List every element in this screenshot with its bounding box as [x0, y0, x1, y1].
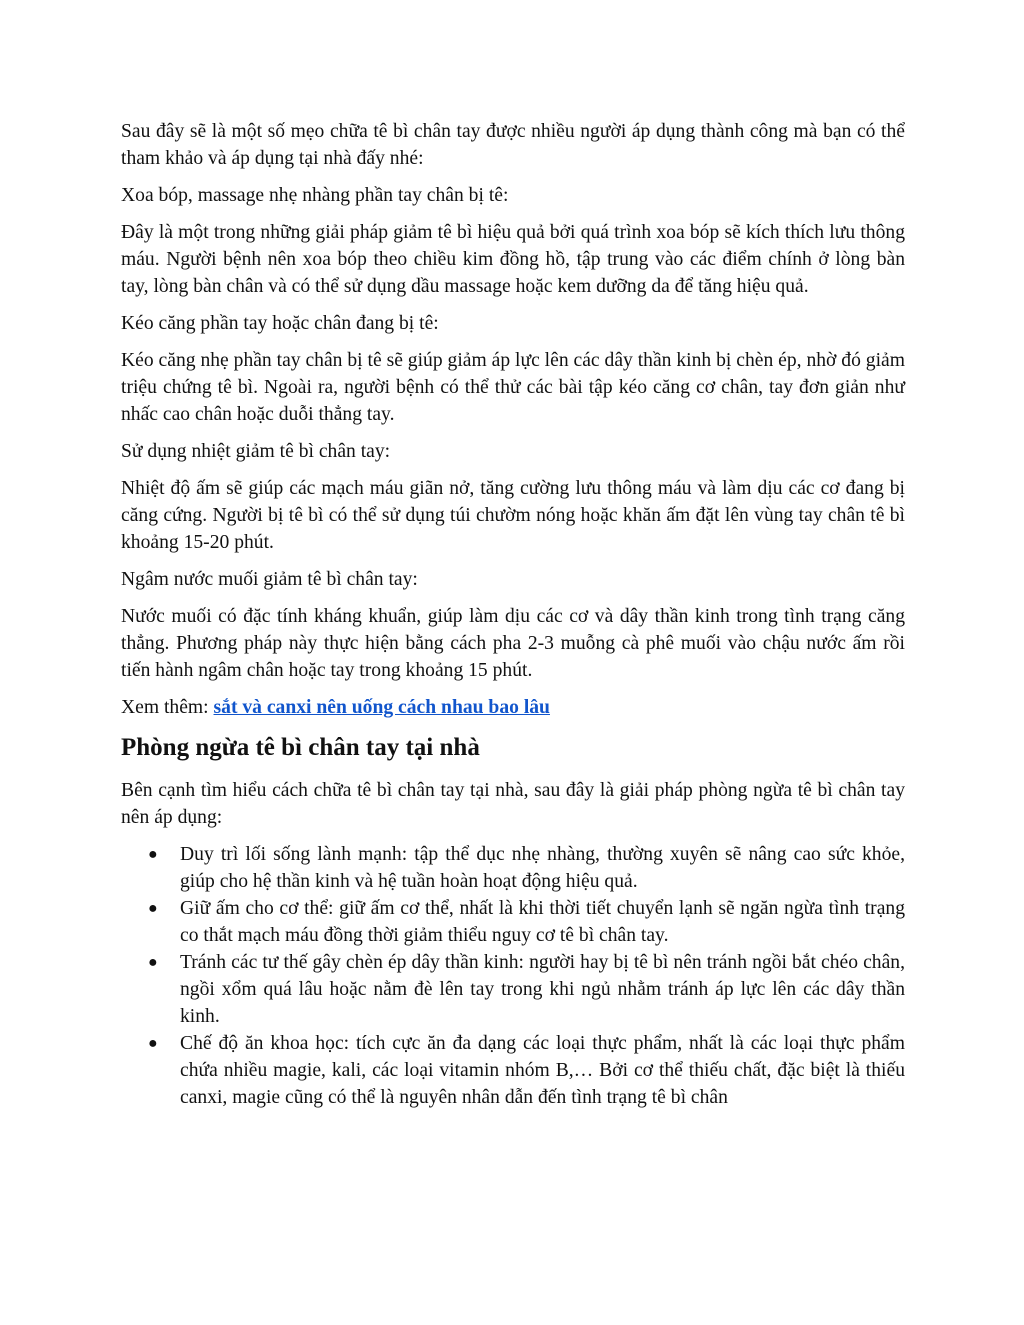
heat-body: Nhiệt độ ấm sẽ giúp các mạch máu giãn nở, tăng cường lưu thông máu và làm dịu các cơ đang bị căng cứng. Người bị tê bì có thể sử dụng túi chườm nóng hoặc khăn ấm đặt lên vùng tay chân tê bì khoảng 15-20 phút. — [121, 478, 905, 553]
document-page — [121, 118, 905, 1111]
bullet-icon: ● — [148, 1035, 158, 1052]
stretch-body: Kéo căng nhẹ phần tay chân bị tê sẽ giúp giảm áp lực lên các dây thần kinh bị chèn ép, nhờ đó giảm triệu chứng tê bì. Ngoài ra, người bệnh có thể thử các bài tập kéo căng cơ chân, tay đơn giản như nhấc cao chân hoặc duỗi thẳng tay. — [121, 350, 905, 425]
massage-body: Đây là một trong những giải pháp giảm tê bì hiệu quả bởi quá trình xoa bóp sẽ kích thích lưu thông máu. Người bệnh nên xoa bóp theo chiều kim đồng hồ, tập trung vào các điểm chính ở lòng bàn tay, lòng bàn chân và có thể sử dụng dầu massage hoặc kem dưỡng da để tăng hiệu quả. — [121, 222, 905, 297]
stretch-title: Kéo căng phần tay hoặc chân đang bị tê: — [121, 313, 439, 334]
salt-body: Nước muối có đặc tính kháng khuẩn, giúp làm dịu các cơ và dây thần kinh trong tình trạng căng thẳng. Phương pháp này thực hiện bằng cách pha 2-3 muỗng cà phê muối vào chậu nước ấm rồi tiến hành ngâm chân hoặc tay trong khoảng 15 phút. — [121, 606, 905, 681]
list-item-text: Tránh các tư thế gây chèn ép dây thần kinh: người hay bị tê bì nên tránh ngồi bắt chéo chân, ngồi xổm quá lâu hoặc nằm đè lên tay trong khi ngủ nhằm tránh áp lực lên các dây thần kinh. — [180, 952, 905, 1027]
list-item — [148, 895, 905, 949]
see-more-link[interactable]: sắt và canxi nên uống cách nhau bao lâu — [213, 697, 550, 718]
list-item-text: Duy trì lối sống lành mạnh: tập thể dục nhẹ nhàng, thường xuyên sẽ nâng cao sức khỏe, giúp cho hệ thần kinh và hệ tuần hoàn hoạt động hiệu quả. — [180, 844, 905, 892]
prevention-list — [121, 841, 905, 1111]
section-heading: Phòng ngừa tê bì chân tay tại nhà — [121, 734, 480, 761]
massage-title: Xoa bóp, massage nhẹ nhàng phần tay chân bị tê: — [121, 185, 509, 206]
heat-title: Sử dụng nhiệt giảm tê bì chân tay: — [121, 441, 391, 462]
salt-title: Ngâm nước muối giảm tê bì chân tay: — [121, 569, 418, 590]
list-item — [148, 1030, 905, 1111]
bullet-icon: ● — [148, 900, 158, 917]
section-intro: Bên cạnh tìm hiểu cách chữa tê bì chân tay tại nhà, sau đây là giải pháp phòng ngừa tê bì chân tay nên áp dụng: — [121, 780, 905, 828]
list-item — [148, 841, 905, 895]
see-more-label: Xem thêm: — [121, 697, 214, 718]
list-item — [148, 949, 905, 1030]
list-item-text: Chế độ ăn khoa học: tích cực ăn đa dạng các loại thực phẩm, nhất là các loại thực phẩm chứa nhiều magie, kali, các loại vitamin nhóm B,… Bởi cơ thể thiếu chất, đặc biệt là thiếu canxi, magie cũng có thể là nguyên nhân dẫn đến tình trạng tê bì chân — [180, 1033, 905, 1108]
list-item-text: Giữ ấm cho cơ thể: giữ ấm cơ thể, nhất là khi thời tiết chuyển lạnh sẽ ngăn ngừa tình trạng co thắt mạch máu đồng thời giảm thiểu nguy cơ tê bì chân tay. — [180, 898, 905, 946]
bullet-icon: ● — [148, 954, 158, 971]
bullet-icon: ● — [148, 846, 158, 863]
see-more-line — [121, 694, 905, 721]
intro-paragraph: Sau đây sẽ là một số mẹo chữa tê bì chân tay được nhiều người áp dụng thành công mà bạn có thể tham khảo và áp dụng tại nhà đấy nhé: — [121, 121, 905, 169]
